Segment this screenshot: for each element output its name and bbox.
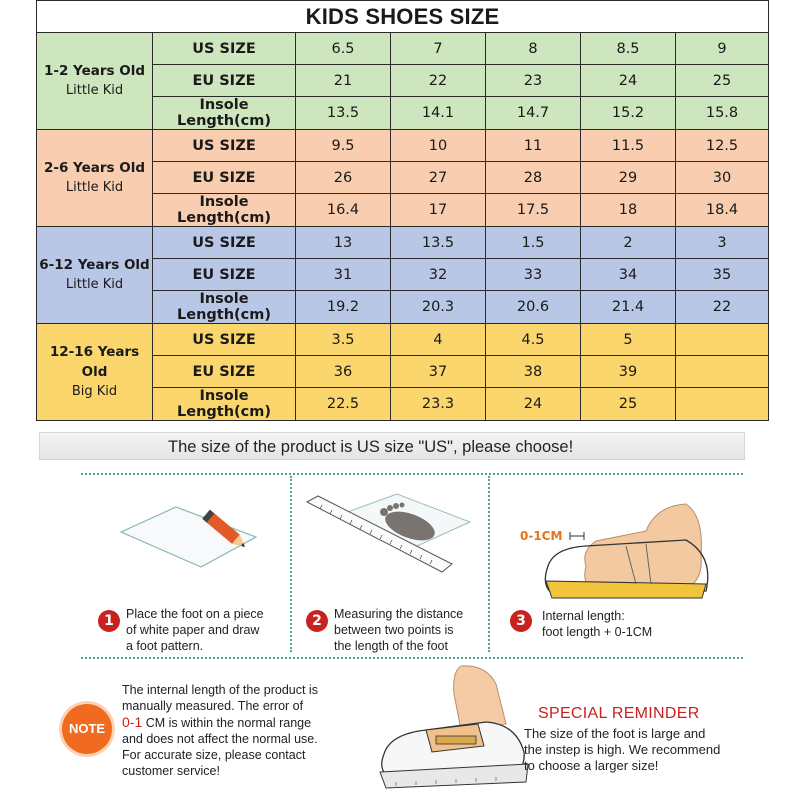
step-1-number: 1 [98, 610, 120, 632]
size-value-cell: 19.2 [296, 291, 391, 324]
size-value-cell: 23 [486, 65, 581, 97]
shoe-cutaway-illustration [526, 496, 716, 606]
age-category-label: Little Kid [65, 83, 124, 98]
row-label: EU SIZE [153, 162, 296, 194]
size-value-cell: 3 [676, 227, 769, 259]
step-1-line: Place the foot on a piece [126, 607, 264, 621]
row-label: EU SIZE [153, 259, 296, 291]
divider [81, 657, 743, 659]
size-value-cell: 29 [581, 162, 676, 194]
cm-label: 0-1CM [520, 529, 563, 543]
age-range-label: 2-6 Years Old [43, 160, 146, 176]
size-value-cell: 8.5 [581, 33, 676, 65]
size-value-cell: 36 [296, 356, 391, 388]
step-1-line: a foot pattern. [126, 639, 204, 653]
size-value-cell: 30 [676, 162, 769, 194]
size-value-cell: 25 [581, 388, 676, 421]
reminder-line: The size of the foot is large and [524, 726, 706, 741]
age-category-label: Little Kid [65, 180, 124, 195]
size-value-cell: 11 [486, 130, 581, 162]
size-value-cell: 22.5 [296, 388, 391, 421]
note-line: and does not affect the normal use. [122, 732, 318, 746]
step-3-number: 3 [510, 610, 532, 632]
size-row [37, 324, 769, 356]
chart-title: KIDS SHOES SIZE [37, 1, 769, 33]
size-value-cell: 15.8 [676, 97, 769, 130]
row-label: EU SIZE [153, 65, 296, 97]
age-category-label: Little Kid [65, 277, 124, 292]
size-value-cell: 24 [486, 388, 581, 421]
reminder-text [524, 726, 720, 774]
age-category-label: Big Kid [71, 384, 118, 399]
size-value-cell: 15.2 [581, 97, 676, 130]
note-line: manually measured. The error of [122, 699, 304, 713]
note-line-rest: CM is within the normal range [145, 716, 312, 730]
size-value-cell: 27 [391, 162, 486, 194]
size-value-cell: 7 [391, 33, 486, 65]
size-value-cell: 10 [391, 130, 486, 162]
step-3-text [542, 608, 652, 640]
row-label: Insole Length(cm) [153, 97, 296, 130]
size-value-cell: 13 [296, 227, 391, 259]
size-value-cell: 20.6 [486, 291, 581, 324]
size-value-cell: 37 [391, 356, 486, 388]
size-value-cell: 22 [676, 291, 769, 324]
size-value-cell: 18.4 [676, 194, 769, 227]
size-value-cell: 21 [296, 65, 391, 97]
size-value-cell: 33 [486, 259, 581, 291]
note-line [122, 714, 318, 731]
note-badge: NOTE [62, 704, 112, 754]
step-2-text [334, 606, 463, 654]
size-value-cell: 13.5 [391, 227, 486, 259]
size-value-cell: 24 [581, 65, 676, 97]
row-label: US SIZE [153, 130, 296, 162]
size-value-cell: 18 [581, 194, 676, 227]
row-label: US SIZE [153, 324, 296, 356]
note-line: The internal length of the product is [122, 683, 318, 697]
size-value-cell: 13.5 [296, 97, 391, 130]
shoe-hand-illustration [366, 664, 536, 792]
measuring-guide [36, 424, 768, 794]
step-1-line: of white paper and draw [126, 623, 260, 637]
special-reminder-title: SPECIAL REMINDER [538, 705, 700, 722]
step-1-text [126, 606, 264, 654]
row-label: US SIZE [153, 227, 296, 259]
guide-header: The size of the product is US size "US", please choose! [39, 432, 745, 460]
row-label: US SIZE [153, 33, 296, 65]
size-value-cell: 8 [486, 33, 581, 65]
size-value-cell: 12.5 [676, 130, 769, 162]
size-value-cell: 26 [296, 162, 391, 194]
reminder-line: to choose a larger size! [524, 758, 659, 773]
size-value-cell: 14.1 [391, 97, 486, 130]
divider [290, 476, 292, 652]
divider [81, 473, 743, 475]
size-value-cell: 16.4 [296, 194, 391, 227]
size-value-cell: 31 [296, 259, 391, 291]
size-value-cell: 32 [391, 259, 486, 291]
age-group-cell [37, 130, 153, 227]
size-value-cell [676, 388, 769, 421]
step-2-line: the length of the foot [334, 639, 448, 653]
size-value-cell: 20.3 [391, 291, 486, 324]
age-range-label: 12-16 Years Old [49, 344, 140, 380]
note-line: customer service! [122, 764, 220, 778]
step-3-line: Internal length: [542, 609, 625, 623]
size-value-cell: 9.5 [296, 130, 391, 162]
age-range-label: 1-2 Years Old [43, 63, 146, 79]
row-label: Insole Length(cm) [153, 388, 296, 421]
note-text [122, 682, 318, 779]
size-chart-body [37, 1, 769, 421]
size-value-cell: 11.5 [581, 130, 676, 162]
step-3-line: foot length + 0-1CM [542, 625, 653, 639]
age-group-cell [37, 324, 153, 421]
size-row [37, 130, 769, 162]
size-row [37, 33, 769, 65]
reminder-line: the instep is high. We recommend [524, 742, 721, 757]
size-value-cell: 17 [391, 194, 486, 227]
row-label: Insole Length(cm) [153, 194, 296, 227]
step-2-line: between two points is [334, 623, 454, 637]
paper-pencil-illustration [106, 492, 266, 582]
step-2-number: 2 [306, 610, 328, 632]
age-range-label: 6-12 Years Old [39, 257, 150, 273]
size-value-cell: 35 [676, 259, 769, 291]
size-value-cell: 17.5 [486, 194, 581, 227]
step-2-line: Measuring the distance [334, 607, 464, 621]
ruler-footprint-illustration [302, 484, 482, 584]
size-value-cell: 34 [581, 259, 676, 291]
size-value-cell: 14.7 [486, 97, 581, 130]
size-value-cell: 22 [391, 65, 486, 97]
size-value-cell [676, 324, 769, 356]
size-value-cell: 1.5 [486, 227, 581, 259]
size-value-cell: 5 [581, 324, 676, 356]
size-value-cell [676, 356, 769, 388]
size-value-cell: 23.3 [391, 388, 486, 421]
size-row [37, 227, 769, 259]
note-error-range: 0-1 [122, 714, 143, 730]
row-label: EU SIZE [153, 356, 296, 388]
size-value-cell: 25 [676, 65, 769, 97]
note-line: For accurate size, please contact [122, 748, 306, 762]
size-value-cell: 39 [581, 356, 676, 388]
size-value-cell: 3.5 [296, 324, 391, 356]
age-group-cell [37, 33, 153, 130]
size-value-cell: 9 [676, 33, 769, 65]
size-chart-table [36, 0, 769, 421]
age-group-cell [37, 227, 153, 324]
row-label: Insole Length(cm) [153, 291, 296, 324]
size-value-cell: 6.5 [296, 33, 391, 65]
size-value-cell: 28 [486, 162, 581, 194]
divider [488, 476, 490, 652]
size-value-cell: 2 [581, 227, 676, 259]
size-value-cell: 4 [391, 324, 486, 356]
size-value-cell: 38 [486, 356, 581, 388]
size-value-cell: 21.4 [581, 291, 676, 324]
size-value-cell: 4.5 [486, 324, 581, 356]
